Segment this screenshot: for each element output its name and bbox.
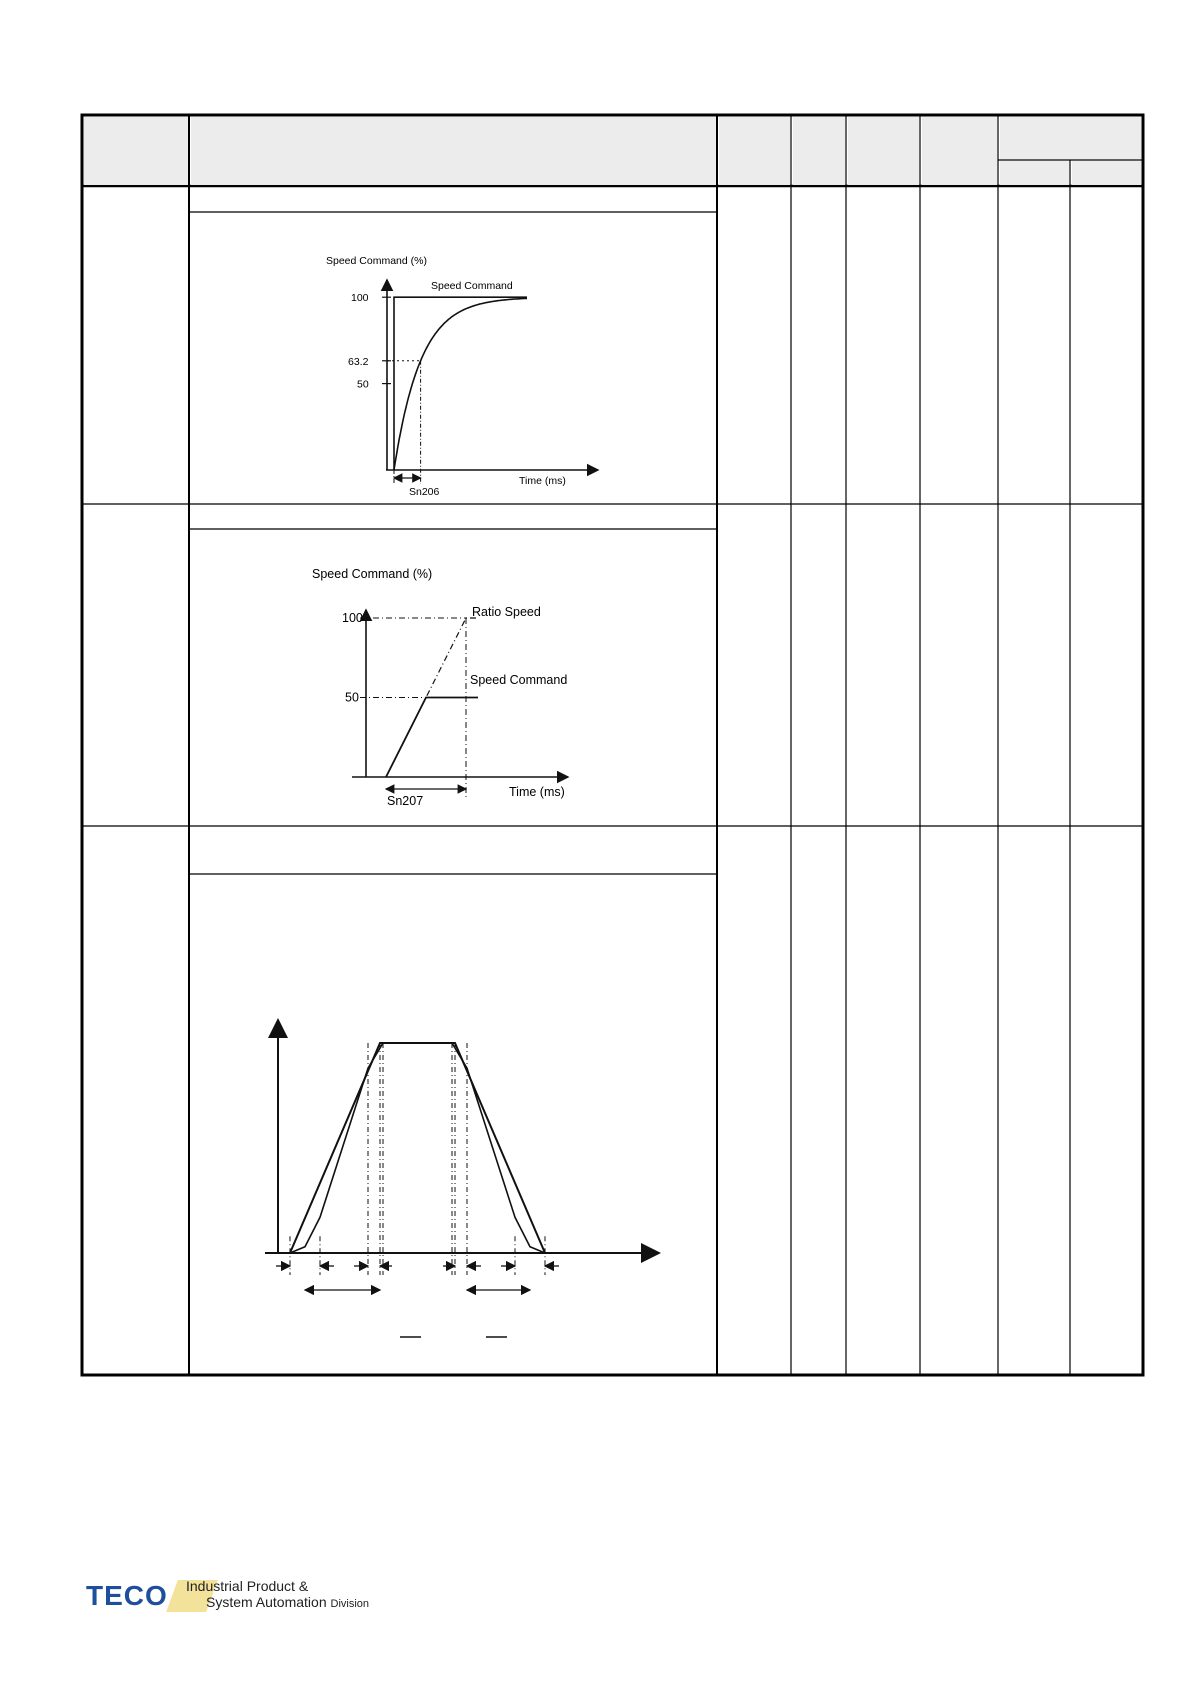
timing-arrows bbox=[276, 1266, 559, 1290]
teco-logo bbox=[86, 1578, 416, 1622]
y-tick-50: 50 bbox=[357, 378, 369, 391]
sn207-accel-chart bbox=[300, 555, 600, 815]
s-curve-profile-line bbox=[290, 1043, 545, 1253]
y-tick-50: 50 bbox=[345, 690, 359, 705]
speed-command-line bbox=[386, 698, 478, 778]
step-command-line bbox=[394, 297, 527, 470]
sn206-label: Sn206 bbox=[409, 486, 440, 498]
x-axis-label: Time (ms) bbox=[519, 475, 566, 487]
sn206-filter-chart bbox=[310, 250, 600, 505]
filtered-response-curve bbox=[394, 298, 527, 470]
x-axis-label: Time (ms) bbox=[509, 785, 565, 799]
y-axis-label: Speed Command (%) bbox=[312, 567, 433, 581]
y-axis-label: Speed Command (%) bbox=[326, 255, 427, 267]
logo-wordmark: TECO bbox=[86, 1580, 168, 1611]
company-line-2-main: System Automation bbox=[206, 1594, 327, 1610]
company-line-2-suffix: Division bbox=[330, 1598, 370, 1610]
speed-command-label: Speed Command bbox=[470, 673, 568, 687]
speed-command-label: Speed Command bbox=[431, 280, 513, 292]
y-tick-100: 100 bbox=[342, 611, 363, 625]
company-line-1: Industrial Product & bbox=[186, 1578, 309, 1594]
y-tick-63-2: 63.2 bbox=[348, 355, 369, 368]
s-curve-profile-chart bbox=[255, 1010, 670, 1355]
sn207-label: Sn207 bbox=[387, 794, 424, 808]
ratio-speed-label: Ratio Speed bbox=[472, 605, 541, 619]
y-tick-100: 100 bbox=[351, 292, 369, 305]
company-line-2 bbox=[206, 1594, 369, 1610]
linear-profile-line bbox=[290, 1043, 545, 1253]
timing-guides bbox=[290, 1043, 545, 1275]
